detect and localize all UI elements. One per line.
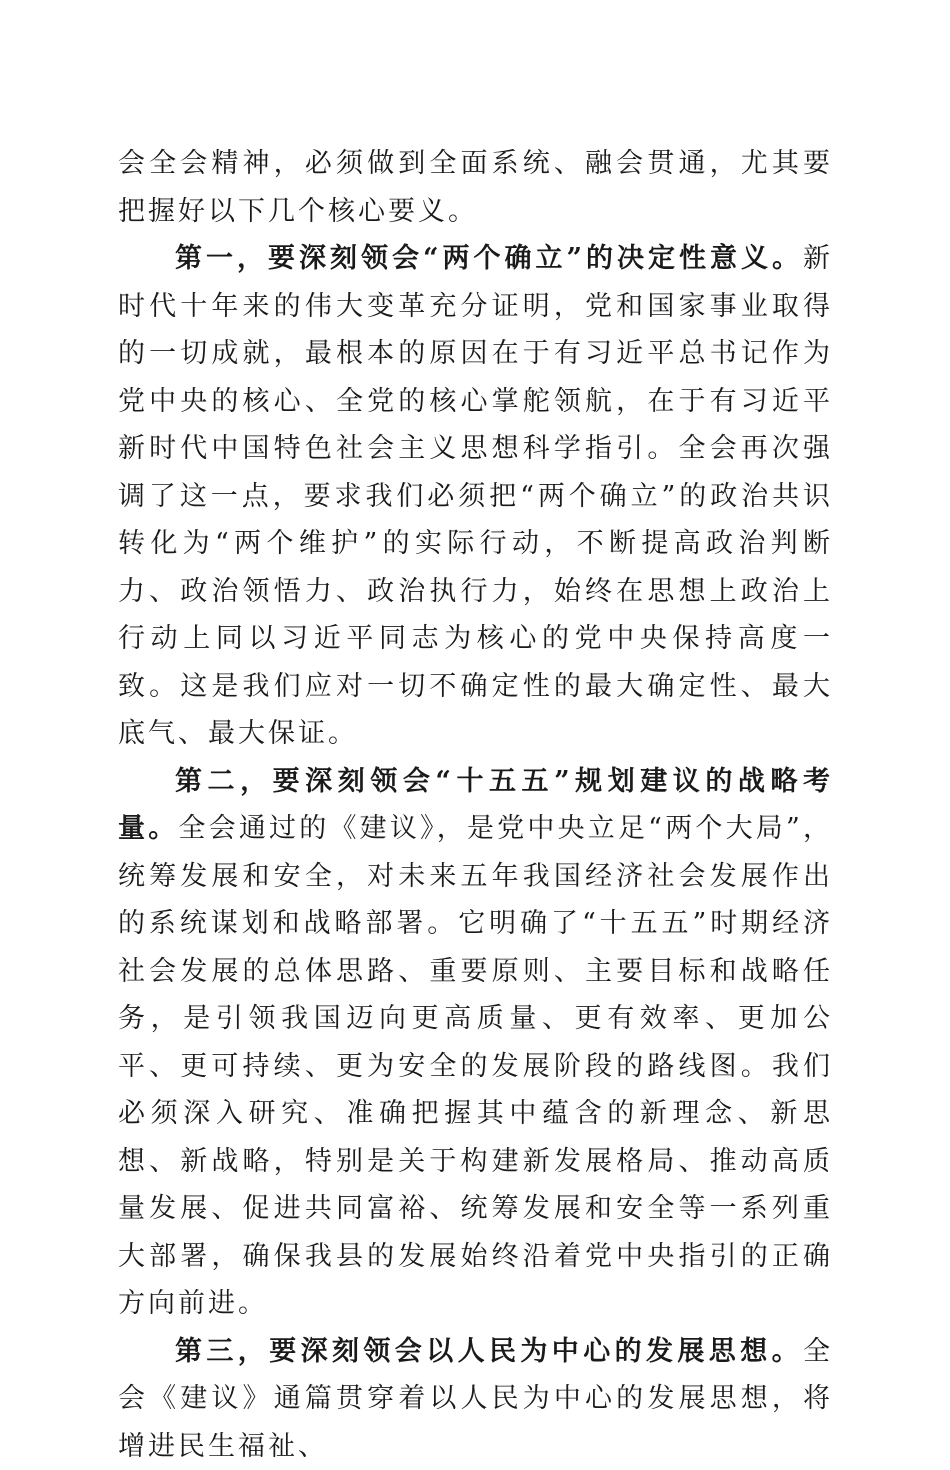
paragraph-text: 全会通过的《建议》，是党中央立足“两个大局”，统筹发展和安全，对未来五年我国经济社会发展作出的系统谋划和战略部署。它明确了“十五五”时期经济社会发展的总体思路、重要原则、主要目标和战略任务，是引领我国迈向更高质量、更有效率、更加公平、更可持续、更为安全的发展阶段的路线图。我们必须深入研究、准确把握其中蕴含的新理念、新思想、新战略，特别是关于构建新发展格局、推动高质量发展、促进共同富裕、统筹发展和安全等一系列重大部署，确保我县的发展始终沿着党中央指引的正确方向前进。: [118, 813, 833, 1319]
paragraph-point-three: [118, 1328, 833, 1470]
paragraph-lead: 第二，要深刻领会“十五五”规划建议的战略考量。: [118, 766, 833, 845]
document-page: [118, 140, 833, 1470]
paragraph-text: 全会《建议》通篇贯穿着以人民为中心的发展思想，将增进民生福祉、: [118, 1336, 833, 1462]
paragraph-point-one: [118, 235, 833, 758]
paragraph-text: 新时代十年来的伟大变革充分证明，党和国家事业取得的一切成就，最根本的原因在于有习近平总书记作为党中央的核心、全党的核心掌舵领航，在于有习近平新时代中国特色社会主义思想科学指引。全会再次强调了这一点，要求我们必须把“两个确立”的政治共识转化为“两个维护”的实际行动，不断提高政治判断力、政治领悟力、政治执行力，始终在思想上政治上行动上同以习近平同志为核心的党中央保持高度一致。这是我们应对一切不确定性的最大确定性、最大底气、最大保证。: [118, 243, 833, 749]
paragraph-intro: [118, 140, 833, 235]
paragraph-point-two: [118, 758, 833, 1328]
paragraph-text: 会全会精神，必须做到全面系统、融会贯通，尤其要把握好以下几个核心要义。: [118, 148, 833, 227]
paragraph-lead: 第三，要深刻领会以人民为中心的发展思想。: [175, 1336, 803, 1367]
paragraph-lead: 第一，要深刻领会“两个确立”的决定性意义。: [175, 243, 803, 274]
